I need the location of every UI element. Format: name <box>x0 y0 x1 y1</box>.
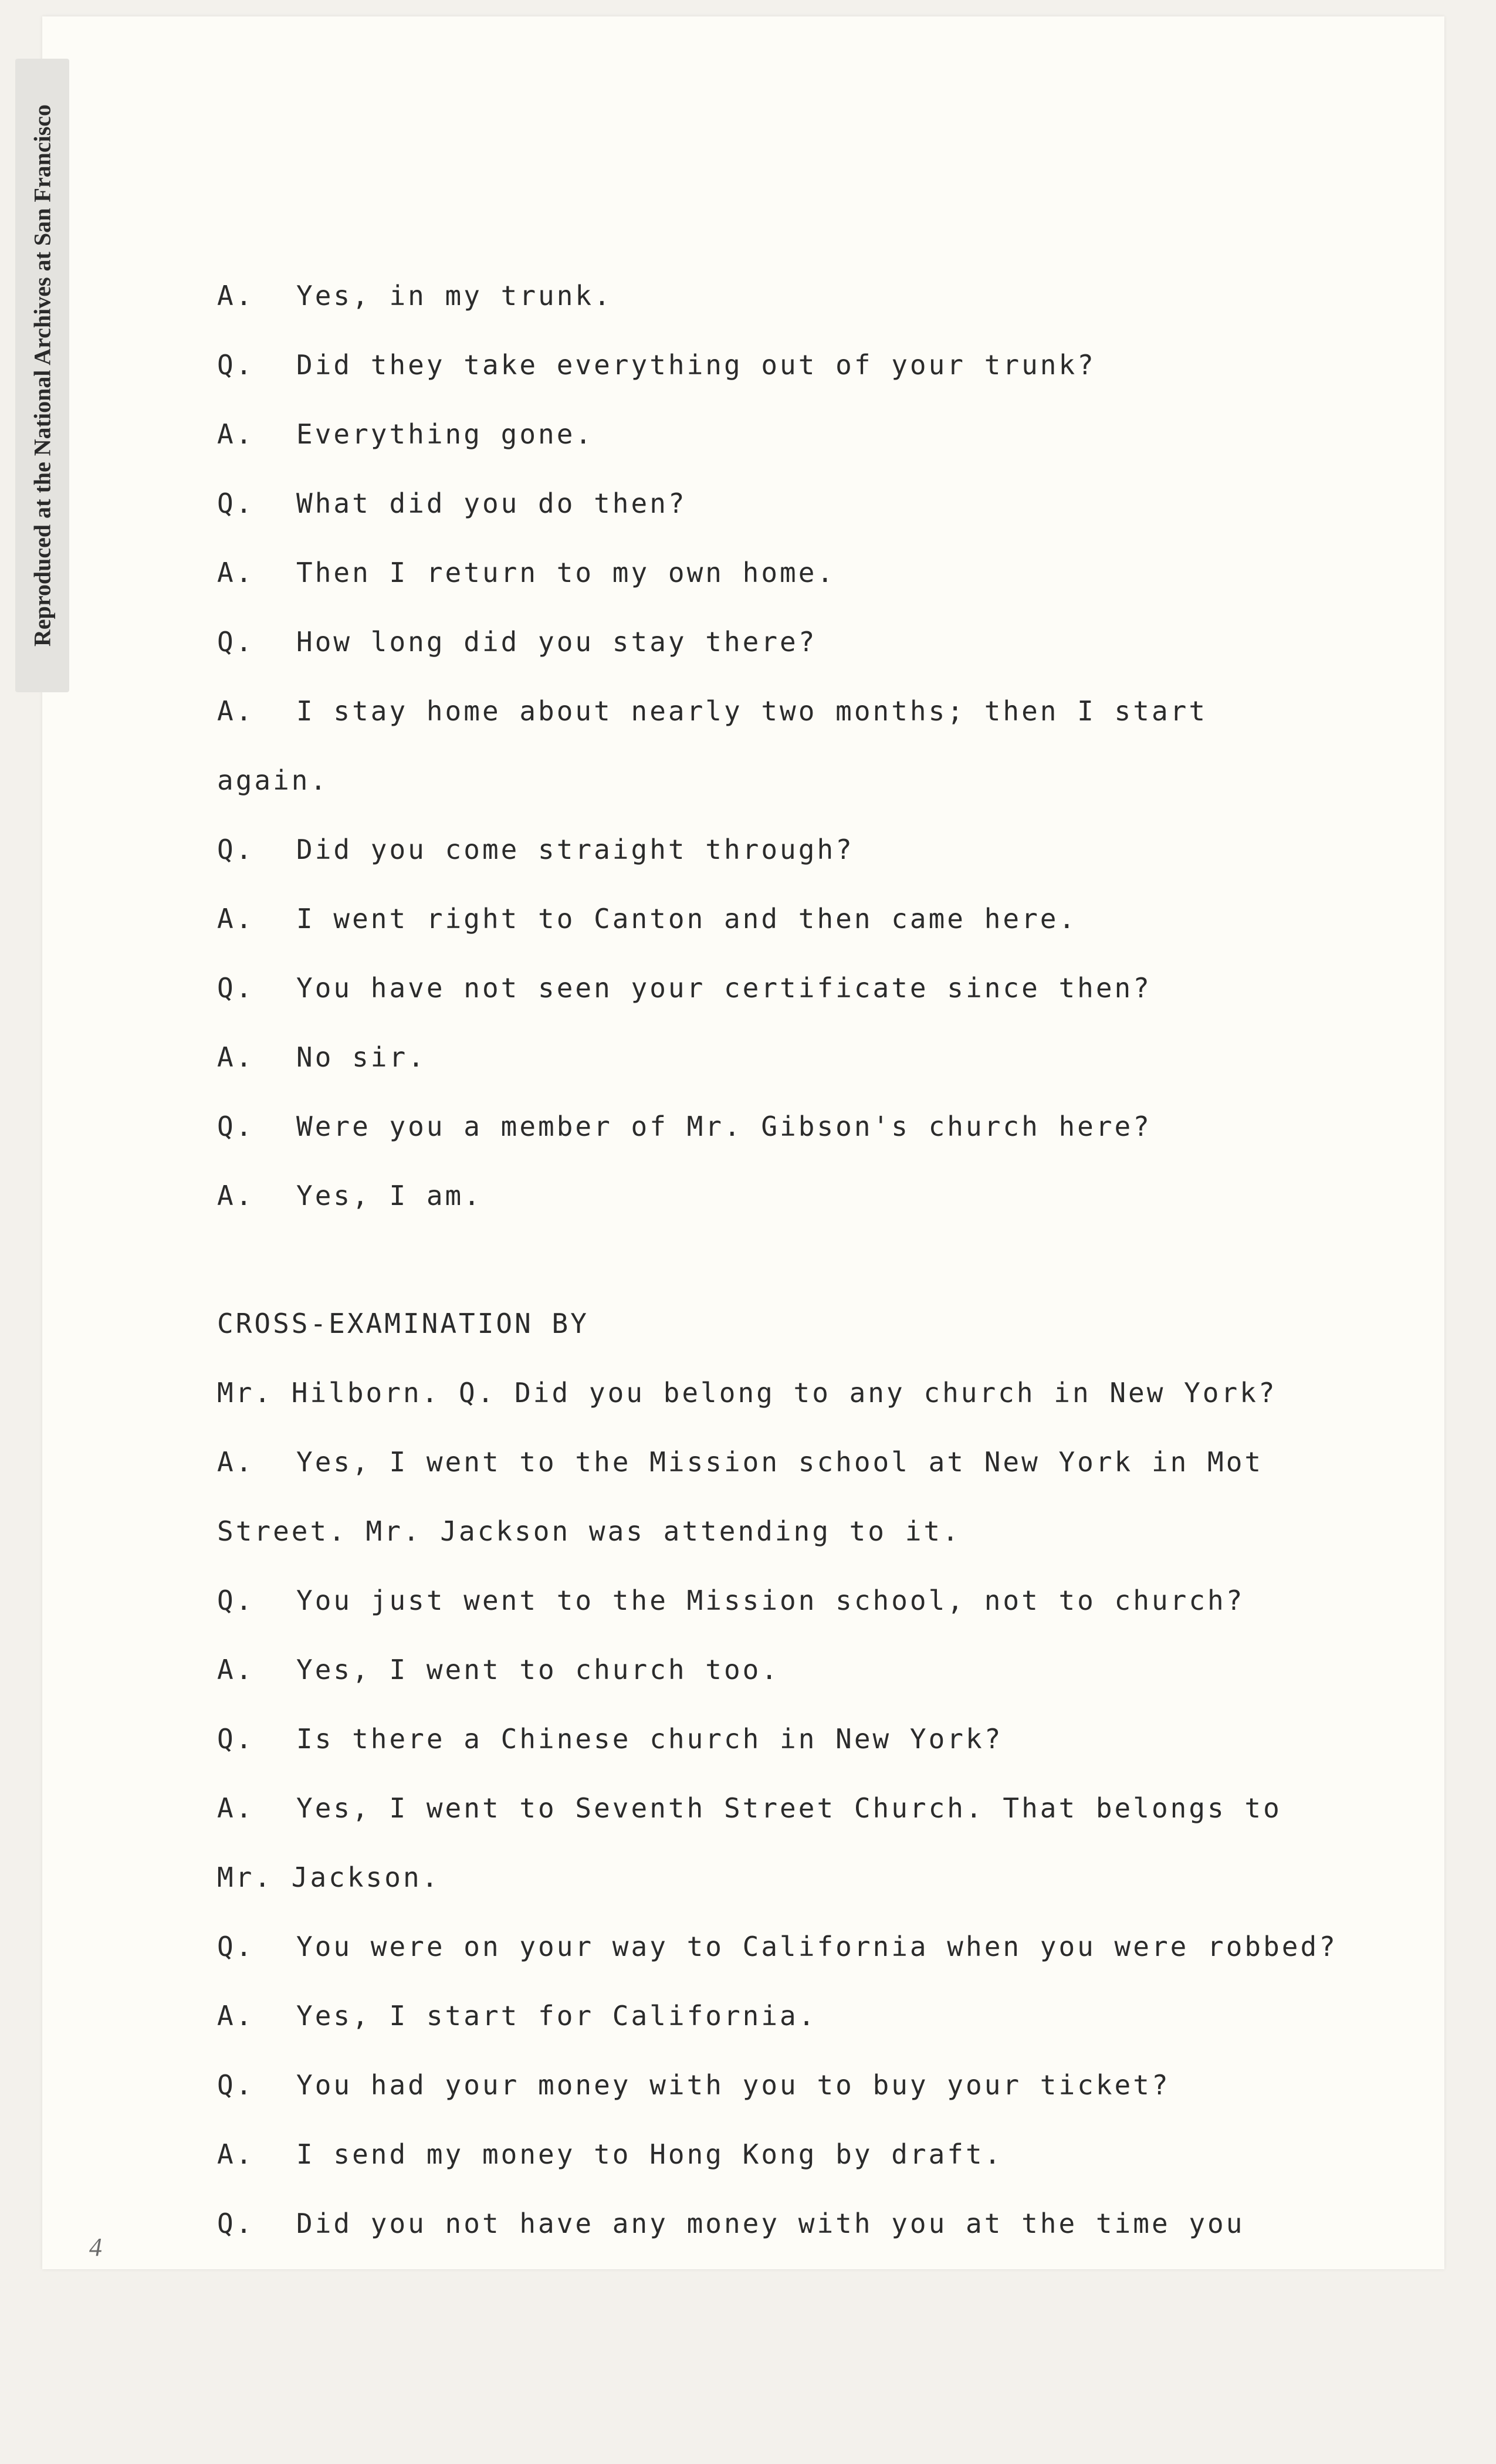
line-text: Then I return to my own home. <box>296 557 836 588</box>
speaker-label: Q. <box>217 1111 255 1142</box>
transcript-line <box>217 1912 1390 1981</box>
line-text: How long did you stay there? <box>296 626 817 658</box>
transcript-line <box>217 676 1390 746</box>
speaker-label: A. <box>217 280 255 312</box>
line-text: I went right to Canton and then came here. <box>296 903 1078 935</box>
transcript-line <box>217 2050 1390 2120</box>
page-number: 4 <box>89 2233 102 2262</box>
speaker-label: A. <box>217 903 255 935</box>
speaker-label: A. <box>217 1180 255 1211</box>
line-text: I send my money to Hong Kong by draft. <box>296 2138 1003 2170</box>
line-text: Yes, I went to church too. <box>296 1654 780 1685</box>
transcript-line <box>217 1635 1390 1704</box>
transcript-line <box>217 1981 1390 2050</box>
line-text: again. <box>217 764 329 796</box>
speaker-label: A. <box>217 418 255 450</box>
archive-stamp-text: Reproduced at the National Archives at San Francisco <box>29 104 56 647</box>
speaker-label: Q. <box>217 972 255 1004</box>
speaker-label: A. <box>217 1654 255 1685</box>
transcript <box>217 261 1390 2258</box>
transcript-line <box>217 1289 1390 1358</box>
line-text: Mr. Hilborn. Q. Did you belong to any church in New York? <box>217 1377 1277 1409</box>
transcript-line <box>217 815 1390 884</box>
line-text: Were you a member of Mr. Gibson's church here? <box>296 1111 1152 1142</box>
speaker-label: Q. <box>217 1723 255 1755</box>
line-text: Mr. Jackson. <box>217 1861 441 1893</box>
transcript-line <box>217 1704 1390 1773</box>
line-text: No sir. <box>296 1041 427 1073</box>
speaker-label: A. <box>217 2000 255 2032</box>
speaker-label: A. <box>217 1041 255 1073</box>
transcript-line <box>217 1161 1390 1230</box>
transcript-line <box>217 1358 1390 1427</box>
line-text: You just went to the Mission school, not to church? <box>296 1585 1245 1616</box>
line-text: You were on your way to California when you were robbed? <box>296 1931 1338 1962</box>
transcript-line <box>217 607 1390 676</box>
line-text: Did they take everything out of your trunk? <box>296 349 1096 381</box>
line-text: Yes, I am. <box>296 1180 482 1211</box>
speaker-label: A. <box>217 1792 255 1824</box>
transcript-line <box>217 1092 1390 1161</box>
speaker-label: Q. <box>217 488 255 519</box>
line-text: Yes, in my trunk. <box>296 280 612 312</box>
line-text: What did you do then? <box>296 488 687 519</box>
transcript-line <box>217 538 1390 607</box>
transcript-line <box>217 469 1390 538</box>
transcript-line <box>217 746 1390 815</box>
transcript-line <box>217 330 1390 400</box>
transcript-line <box>217 1497 1390 1566</box>
speaker-label: Q. <box>217 349 255 381</box>
transcript-line <box>217 2189 1390 2258</box>
line-text: Is there a Chinese church in New York? <box>296 1723 1003 1755</box>
line-text: CROSS-EXAMINATION BY <box>217 1308 589 1339</box>
speaker-label: A. <box>217 1446 255 1478</box>
line-text: I stay home about nearly two months; then I start <box>296 695 1208 727</box>
transcript-line <box>217 953 1390 1023</box>
archive-stamp <box>15 59 69 692</box>
speaker-label: Q. <box>217 2208 255 2239</box>
speaker-label: A. <box>217 557 255 588</box>
speaker-label: A. <box>217 695 255 727</box>
speaker-label: Q. <box>217 2069 255 2101</box>
speaker-label: A. <box>217 2138 255 2170</box>
line-text: Street. Mr. Jackson was attending to it. <box>217 1515 961 1547</box>
line-text: Did you come straight through? <box>296 834 854 865</box>
speaker-label: Q. <box>217 1585 255 1616</box>
line-text: Did you not have any money with you at the time you <box>296 2208 1245 2239</box>
transcript-line <box>217 884 1390 953</box>
line-text: Yes, I went to the Mission school at New York in Mot <box>296 1446 1264 1478</box>
transcript-line <box>217 1023 1390 1092</box>
transcript-line <box>217 1773 1390 1843</box>
transcript-line <box>217 400 1390 469</box>
speaker-label: Q. <box>217 834 255 865</box>
speaker-label: Q. <box>217 626 255 658</box>
transcript-line <box>217 1427 1390 1497</box>
transcript-line <box>217 261 1390 330</box>
speaker-label: Q. <box>217 1931 255 1962</box>
line-text: You have not seen your certificate since then? <box>296 972 1152 1004</box>
line-text: Yes, I went to Seventh Street Church. That belongs to <box>296 1792 1282 1824</box>
line-text: Yes, I start for California. <box>296 2000 817 2032</box>
transcript-line <box>217 1843 1390 1912</box>
transcript-line <box>217 2120 1390 2189</box>
line-text: You had your money with you to buy your ticket? <box>296 2069 1170 2101</box>
line-text: Everything gone. <box>296 418 594 450</box>
transcript-line <box>217 1566 1390 1635</box>
